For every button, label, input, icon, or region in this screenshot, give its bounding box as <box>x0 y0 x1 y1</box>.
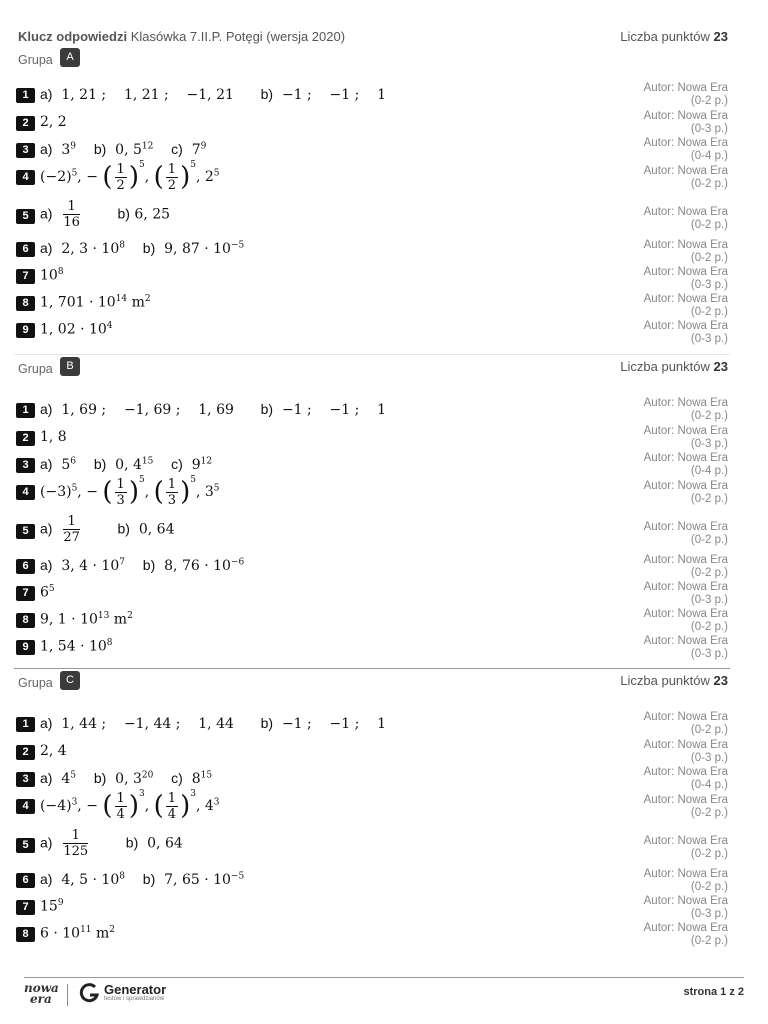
group-b <box>14 354 730 660</box>
question-number: 1 <box>16 717 35 732</box>
answer-text: 1, $701 \cdot 10^{14}$ $m^2$ <box>40 294 151 311</box>
group-letter-badge: B <box>60 357 80 376</box>
points-range: (0-2 p.) <box>690 848 728 860</box>
author-label: Autor: Nowa Era <box>643 922 728 934</box>
author-info <box>598 794 728 820</box>
author-info <box>598 739 728 765</box>
author-label: Autor: Nowa Era <box>643 425 728 437</box>
group-points: Liczba punktów 23 <box>620 673 728 688</box>
nowa-era-logo: nowa era <box>24 981 59 1006</box>
author-label: Autor: Nowa Era <box>643 739 728 751</box>
question-number: 7 <box>16 269 35 284</box>
answer-text: 1, 8 <box>40 429 67 445</box>
author-info <box>598 895 728 921</box>
author-info <box>598 266 728 292</box>
points-range: (0-2 p.) <box>690 807 728 819</box>
answer-text: $10^8$ <box>40 267 64 284</box>
question-number: 2 <box>16 116 35 131</box>
author-info <box>598 922 728 948</box>
author-info <box>598 766 728 792</box>
author-label: Autor: Nowa Era <box>643 206 728 218</box>
question-number: 8 <box>16 296 35 311</box>
author-label: Autor: Nowa Era <box>643 480 728 492</box>
author-info <box>598 320 728 346</box>
author-label: Autor: Nowa Era <box>643 895 728 907</box>
answer-text: a) $\frac{1}{27}$ b) 0, 64 <box>40 514 175 545</box>
generator-logo-subtitle: testów i sprawdzianów <box>104 996 165 1002</box>
points-range: (0-3 p.) <box>690 279 728 291</box>
question-number: 6 <box>16 873 35 888</box>
answer-text: a) 1, 44 ; −1, 44 ; 1, 44 b) −1 ; −1 ; 1 <box>40 715 387 732</box>
author-info <box>598 608 728 634</box>
author-info <box>598 635 728 661</box>
points-range: (0-2 p.) <box>690 724 728 736</box>
author-info <box>598 397 728 423</box>
page-header <box>18 29 728 47</box>
logo-divider <box>67 984 68 1006</box>
author-label: Autor: Nowa Era <box>643 608 728 620</box>
points-range: (0-3 p.) <box>690 908 728 920</box>
points-range: (0-3 p.) <box>690 648 728 660</box>
author-label: Autor: Nowa Era <box>643 452 728 464</box>
points-range: (0-4 p.) <box>690 779 728 791</box>
answer-text: a) $5^6$ b) 0, $4^{15}$ c) $9^{12}$ <box>40 456 213 473</box>
points-range: (0-3 p.) <box>690 123 728 135</box>
answer-text: a) 1, 69 ; −1, 69 ; 1, 69 b) −1 ; −1 ; 1 <box>40 401 387 418</box>
generator-g-icon <box>78 982 100 1004</box>
question-number: 6 <box>16 242 35 257</box>
author-label: Autor: Nowa Era <box>643 521 728 533</box>
author-info <box>598 293 728 319</box>
group-header <box>14 355 730 377</box>
author-label: Autor: Nowa Era <box>643 110 728 122</box>
answer-text: a) $4^5$ b) 0, $3^{20}$ c) $8^{15}$ <box>40 770 213 787</box>
points-range: (0-2 p.) <box>690 410 728 422</box>
total-points: Liczba punktów 23 <box>620 29 728 44</box>
answer-text: 1, $02 \cdot 10^4$ <box>40 321 113 338</box>
group-letter-badge: C <box>60 671 80 690</box>
author-label: Autor: Nowa Era <box>643 137 728 149</box>
question-number: 7 <box>16 900 35 915</box>
points-range: (0-2 p.) <box>690 534 728 546</box>
points-range: (0-3 p.) <box>690 333 728 345</box>
author-info <box>598 835 728 861</box>
answer-text: 2, 4 <box>40 743 67 759</box>
author-label: Autor: Nowa Era <box>643 711 728 723</box>
group-header <box>14 669 730 691</box>
author-label: Autor: Nowa Era <box>643 293 728 305</box>
question-number: 5 <box>16 838 35 853</box>
author-label: Autor: Nowa Era <box>643 82 728 94</box>
question-number: 4 <box>16 799 35 814</box>
question-number: 9 <box>16 323 35 338</box>
answer-text: $(-4)^3$, − ( $\frac{1}{4}$ )$^3$, ( $\frac{1}{4}$ )$^3$, $4^3$ <box>40 789 220 822</box>
author-label: Autor: Nowa Era <box>643 239 728 251</box>
question-number: 3 <box>16 143 35 158</box>
answer-text: a) 4, $5 \cdot 10^8$ b) 7, $65 \cdot 10^{-5}$ <box>40 871 245 888</box>
answer-text: 2, 2 <box>40 114 67 130</box>
author-info <box>598 711 728 737</box>
answer-text: $(-3)^5$, − ( $\frac{1}{3}$ )$^5$, ( $\frac{1}{3}$ )$^5$, $3^5$ <box>40 475 220 508</box>
author-info <box>598 868 728 894</box>
question-number: 2 <box>16 745 35 760</box>
answer-text: a) $\frac{1}{16}$ b) 6, 25 <box>40 199 171 230</box>
author-info <box>598 82 728 108</box>
author-label: Autor: Nowa Era <box>643 165 728 177</box>
group-header <box>14 46 730 68</box>
points-range: (0-3 p.) <box>690 438 728 450</box>
author-label: Autor: Nowa Era <box>643 766 728 778</box>
question-number: 1 <box>16 403 35 418</box>
points-range: (0-2 p.) <box>690 306 728 318</box>
answer-text: a) $\frac{1}{125}$ b) 0, 64 <box>40 828 183 859</box>
points-range: (0-2 p.) <box>690 178 728 190</box>
author-info <box>598 581 728 607</box>
generator-logo-text: Generator <box>104 982 167 997</box>
group-letter-badge: A <box>60 48 80 67</box>
page-number: strona 1 z 2 <box>683 986 744 998</box>
question-number: 9 <box>16 640 35 655</box>
group-a <box>14 46 730 345</box>
footer-divider <box>24 977 744 978</box>
author-info <box>598 521 728 547</box>
group-label: Grupa <box>18 362 53 376</box>
points-range: (0-3 p.) <box>690 594 728 606</box>
author-label: Autor: Nowa Era <box>643 794 728 806</box>
group-label: Grupa <box>18 53 53 67</box>
author-label: Autor: Nowa Era <box>643 868 728 880</box>
points-range: (0-4 p.) <box>690 150 728 162</box>
author-info <box>598 452 728 478</box>
author-label: Autor: Nowa Era <box>643 554 728 566</box>
author-label: Autor: Nowa Era <box>643 635 728 647</box>
question-number: 1 <box>16 88 35 103</box>
points-range: (0-2 p.) <box>690 621 728 633</box>
doc-title: Klasówka 7.II.P. Potęgi (wersja 2020) <box>130 29 346 44</box>
answer-text: $(-2)^5$, − ( $\frac{1}{2}$ )$^5$, ( $\frac{1}{2}$ )$^5$, $2^5$ <box>40 160 220 193</box>
author-info <box>598 480 728 506</box>
points-range: (0-4 p.) <box>690 465 728 477</box>
question-number: 8 <box>16 613 35 628</box>
author-info <box>598 239 728 265</box>
answer-text: a) 2, $3 \cdot 10^8$ b) 9, $87 \cdot 10^{-5}$ <box>40 240 245 257</box>
author-info <box>598 554 728 580</box>
question-number: 2 <box>16 431 35 446</box>
author-info <box>598 137 728 163</box>
answer-text: a) $3^9$ b) 0, $5^{12}$ c) $7^9$ <box>40 141 207 158</box>
points-range: (0-2 p.) <box>690 567 728 579</box>
question-number: 3 <box>16 458 35 473</box>
points-range: (0-2 p.) <box>690 493 728 505</box>
question-number: 4 <box>16 485 35 500</box>
author-info <box>598 206 728 232</box>
points-range: (0-2 p.) <box>690 252 728 264</box>
group-label: Grupa <box>18 676 53 690</box>
question-number: 4 <box>16 170 35 185</box>
answer-text: 9, $1 \cdot 10^{13}$ $m^2$ <box>40 611 133 628</box>
question-number: 7 <box>16 586 35 601</box>
answer-text: a) 3, $4 \cdot 10^7$ b) 8, $76 \cdot 10^{-6}$ <box>40 557 245 574</box>
question-number: 6 <box>16 559 35 574</box>
answer-text: a) 1, 21 ; 1, 21 ; −1, 21 b) −1 ; −1 ; 1 <box>40 86 387 103</box>
author-label: Autor: Nowa Era <box>643 581 728 593</box>
author-info <box>598 165 728 191</box>
points-range: (0-3 p.) <box>690 752 728 764</box>
author-label: Autor: Nowa Era <box>643 835 728 847</box>
group-points: Liczba punktów 23 <box>620 359 728 374</box>
answer-text: $15^9$ <box>40 898 64 915</box>
doc-title-bold: Klucz odpowiedzi <box>18 29 128 44</box>
author-label: Autor: Nowa Era <box>643 397 728 409</box>
author-info <box>598 425 728 451</box>
answer-text: $6 \cdot 10^{11}$ $m^2$ <box>40 925 115 942</box>
points-range: (0-2 p.) <box>690 881 728 893</box>
answer-text: $6^5$ <box>40 584 55 601</box>
author-info <box>598 110 728 136</box>
group-c <box>14 668 730 947</box>
points-range: (0-2 p.) <box>690 219 728 231</box>
author-label: Autor: Nowa Era <box>643 266 728 278</box>
question-number: 5 <box>16 524 35 539</box>
question-number: 5 <box>16 209 35 224</box>
author-label: Autor: Nowa Era <box>643 320 728 332</box>
points-range: (0-2 p.) <box>690 935 728 947</box>
question-number: 3 <box>16 772 35 787</box>
points-range: (0-2 p.) <box>690 95 728 107</box>
answer-text: 1, $54 \cdot 10^8$ <box>40 638 113 655</box>
question-number: 8 <box>16 927 35 942</box>
